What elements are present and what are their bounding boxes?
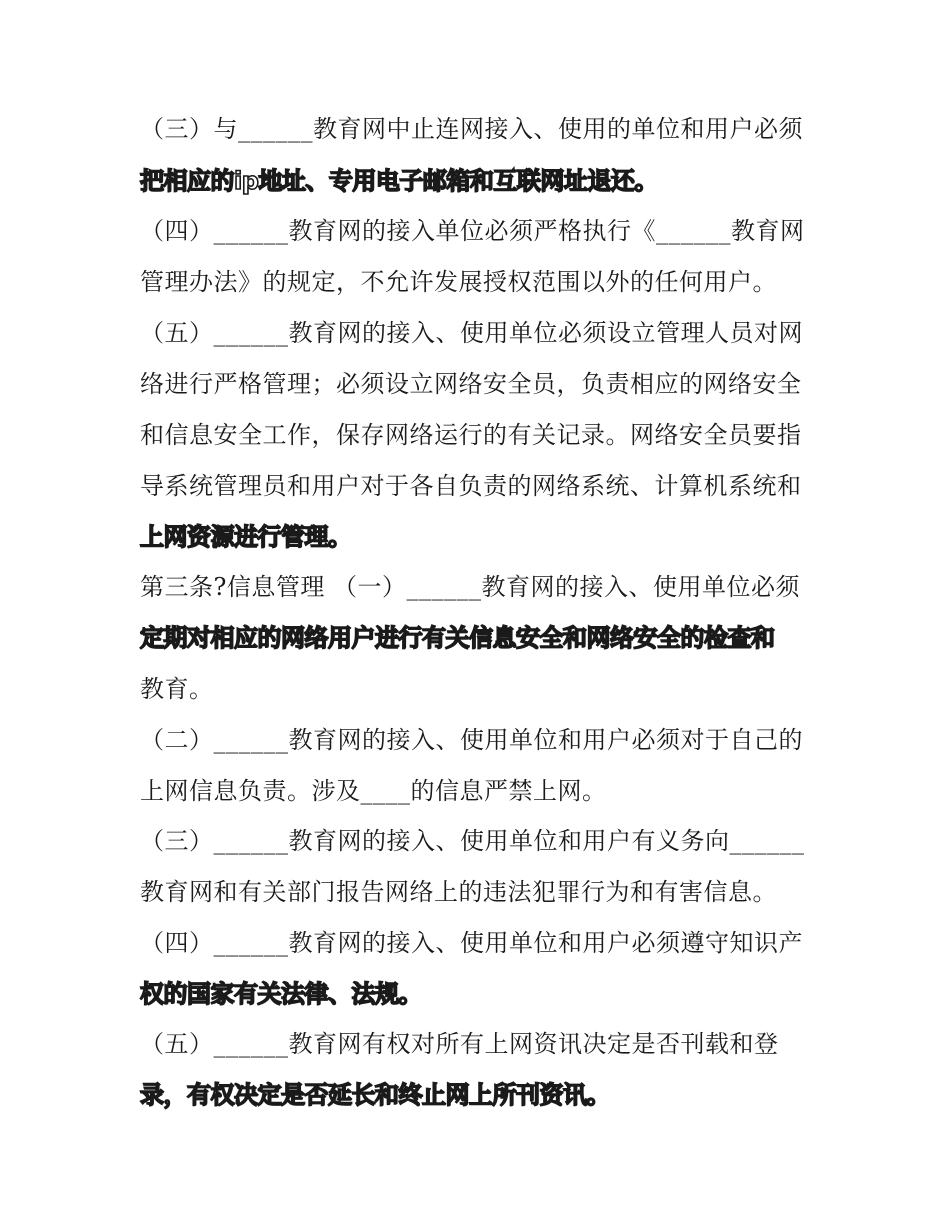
text-line: 导系统管理员和用户对于各自负责的网络系统、计算机系统和 <box>140 472 802 500</box>
text-line: 第三条?信息管理 （一）______教育网的接入、使用单位必须 <box>140 573 800 601</box>
text-line: 录，有权决定是否延长和终止网上所刊资讯。 <box>140 1081 610 1109</box>
text-line: （三）______教育网的接入、使用单位和用户有义务向______ <box>140 827 805 855</box>
text-line: 和信息安全工作，保存网络运行的有关记录。网络安全员要指 <box>140 421 802 449</box>
text-line: 权的国家有关法律、法规。 <box>140 980 422 1008</box>
text-line: 管理办法》的规定，不允许发展授权范围以外的任何用户。 <box>140 268 777 296</box>
text-line: 络进行严格管理；必须设立网络安全员，负责相应的网络安全 <box>140 370 802 398</box>
text-line: （四）______教育网的接入、使用单位和用户必须遵守知识产 <box>140 929 803 957</box>
text-line: 教育网和有关部门报告网络上的违法犯罪行为和有害信息。 <box>140 878 777 906</box>
text-line: （五）______教育网的接入、使用单位必须设立管理人员对网 <box>140 319 803 347</box>
text-line: 上网资源进行管理。 <box>140 523 352 551</box>
text-line: （二）______教育网的接入、使用单位和用户必须对于自己的 <box>140 726 803 754</box>
text-line: （五）______教育网有权对所有上网资讯决定是否刊载和登 <box>140 1030 779 1058</box>
text-line: （三）与______教育网中止连网接入、使用的单位和用户必须 <box>140 115 803 143</box>
text-line: 把相应的ip地址、专用电子邮箱和互联网址退还。 <box>140 167 658 195</box>
text-line: （四）______教育网的接入单位必须严格执行《______教育网 <box>140 217 805 245</box>
text-line: 教育。 <box>140 675 214 703</box>
text-line: 上网信息负责。涉及____的信息严禁上网。 <box>140 777 607 805</box>
text-line: 定期对相应的网络用户进行有关信息安全和网络安全的检查和 <box>140 624 775 652</box>
